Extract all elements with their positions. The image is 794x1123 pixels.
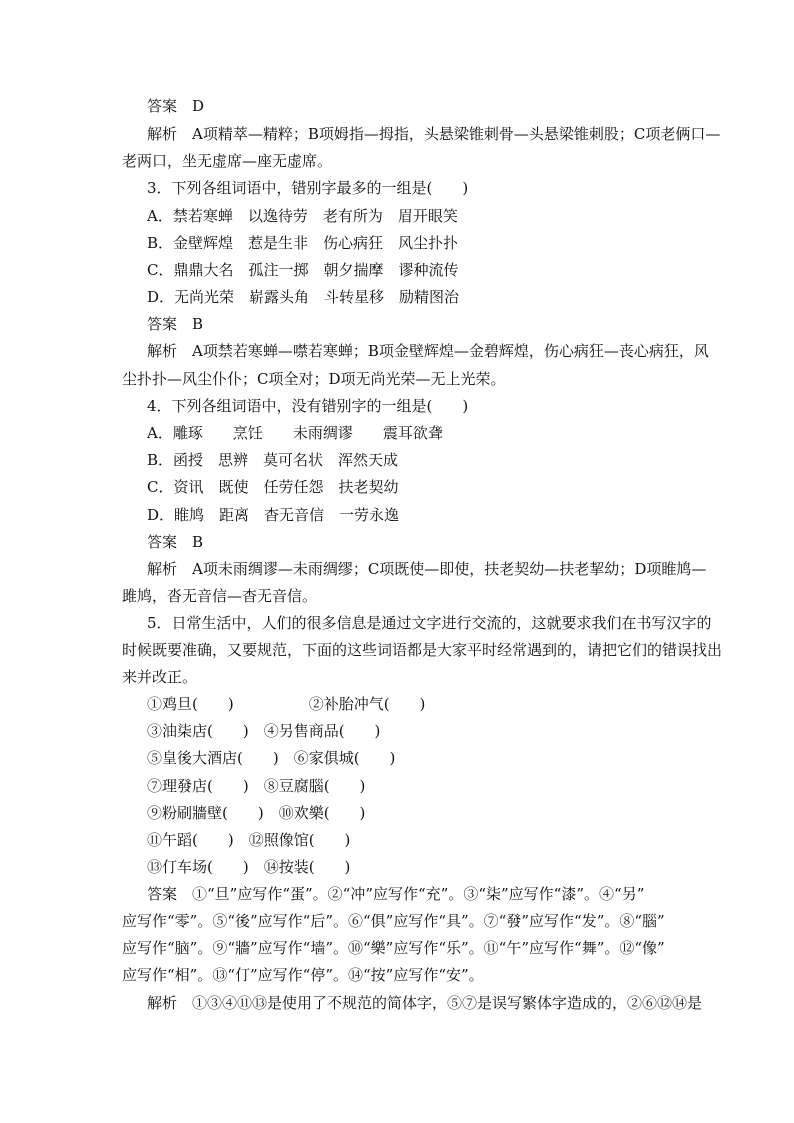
q4-answer: 答案 B: [147, 533, 204, 551]
q5-stem-line3: 来并改正。: [122, 668, 198, 686]
q5-item-row3: ⑤皇後大酒店( ) ⑥家俱城( ): [147, 749, 396, 767]
q5-stem-line2: 时候既要准确，又要规范，下面的这些词语都是大家平时经常遇到的，请把它们的错误找出: [122, 641, 723, 659]
q5-answer-line4: 应写作“相”。⑬“仃”应写作“停”。⑭“按”应写作“安”。: [122, 966, 484, 984]
q2-analysis-line2: 老两口，坐无虚席—座无虚席。: [122, 152, 333, 170]
q4-analysis-line2: 雎鸠，沓无音信—杳无音信。: [122, 587, 318, 605]
q3-answer: 答案 B: [147, 315, 204, 333]
q5-answer-line3: 应写作“脑”。⑨“牆”应写作“墙”。⑩“樂”应写作“乐”。⑪“午”应写作“舞”。⑫“像”: [122, 939, 665, 957]
q4-option-a: A．雕琢 烹饪 未雨绸谬 震耳欲聋: [147, 424, 443, 442]
q3-stem: 3．下列各组词语中，错别字最多的一组是( ): [147, 179, 469, 197]
q4-analysis-line1: 解析 A项未雨绸谬—未雨绸缪；C项既使—即使，扶老契幼—扶老挈幼；D项睢鸠—: [147, 560, 707, 578]
q3-option-d: D．无尚光荣 崭露头角 斗转星移 励精图治: [147, 288, 460, 306]
q4-option-b: B．函授 思辨 莫可名状 浑然天成: [147, 451, 399, 469]
q5-item-row7: ⑬仃车场( ) ⑭按装( ): [147, 858, 351, 876]
q5-stem-line1: 5．日常生活中，人们的很多信息是通过文字进行交流的，这就要求我们在书写汉字的: [147, 614, 712, 632]
q5-item-row4: ⑦理發店( ) ⑧豆腐腦( ): [147, 777, 366, 795]
q3-option-b: B．金壁辉煌 惹是生非 伤心病狂 风尘扑扑: [147, 234, 459, 252]
q2-analysis-line1: 解析 A项精萃—精粹；B项姆指—拇指，头悬梁锥刺骨—头悬梁锥刺股；C项老俩口—: [147, 125, 721, 143]
q5-item-row1: ①鸡旦( ) ②补胎冲气( ): [147, 695, 426, 713]
q2-answer: 答案 D: [147, 97, 205, 115]
q3-analysis-line2: 尘扑扑—风尘仆仆；C项全对；D项无尚光荣—无上光荣。: [122, 370, 506, 388]
q4-stem: 4．下列各组词语中，没有错别字的一组是( ): [147, 397, 469, 415]
q3-analysis-line1: 解析 A项禁若寒蝉—噤若寒蝉；B项金壁辉煌—金碧辉煌，伤心病狂—丧心病狂，风: [147, 342, 709, 360]
q3-option-c: C．鼎鼎大名 孤注一掷 朝夕揣摩 谬种流传: [147, 261, 459, 279]
q5-answer-line2: 应写作“零”。⑤“後”应写作“后”。⑥“俱”应写作“具”。⑦“發”应写作“发”。⑧“腦”: [122, 912, 665, 930]
q5-item-row2: ③油柒店( ) ④另售商品( ): [147, 722, 381, 740]
q5-analysis-line1: 解析 ①③④⑪⑬是使用了不规范的简体字，⑤⑦是误写繁体字造成的，②⑥⑫⑭是: [147, 994, 703, 1012]
q5-item-row5: ⑨粉刷牆壁( ) ⑩欢樂( ): [147, 804, 366, 822]
q5-answer-line1: 答案 ①“旦”应写作“蛋”。②“冲”应写作“充”。③“柒”应写作“漆”。④“另”: [147, 885, 645, 903]
q4-option-d: D．睢鸠 距离 杳无音信 一劳永逸: [147, 506, 400, 524]
q5-item-row6: ⑪午蹈( ) ⑫照像馆( ): [147, 831, 351, 849]
q3-option-a: A．禁若寒蝉 以逸待劳 老有所为 眉开眼笑: [147, 207, 458, 225]
q4-option-c: C．资讯 既使 任劳任怨 扶老契幼: [147, 478, 399, 496]
